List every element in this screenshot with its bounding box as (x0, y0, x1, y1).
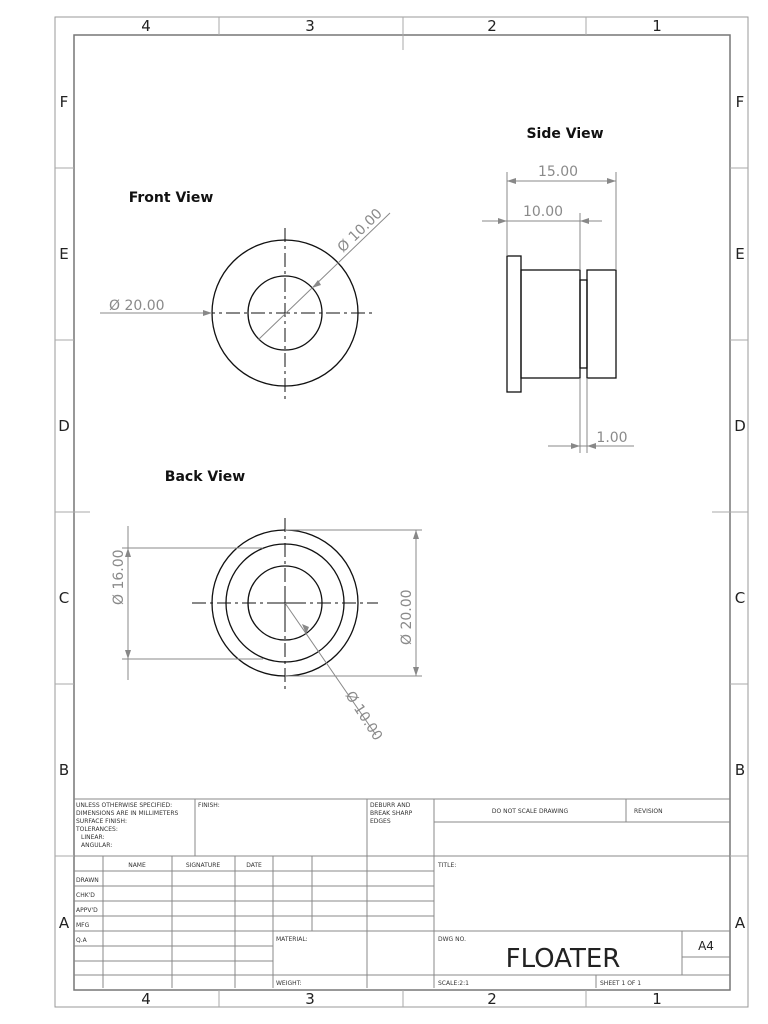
front-outer-dim: Ø 20.00 (109, 298, 165, 314)
front-inner-dim: Ø 10.00 (334, 205, 386, 256)
zone-bottom-1: 1 (652, 990, 662, 1008)
inner-border (74, 35, 730, 990)
material-label: MATERIAL: (276, 936, 308, 943)
col-date: DATE (246, 862, 262, 869)
zone-left-e: E (59, 245, 69, 263)
zone-left-c: C (58, 589, 70, 607)
back-outer-dim: Ø 20.00 (399, 589, 415, 645)
back-dim-lines (122, 526, 422, 735)
zone-right-e: E (735, 245, 745, 263)
note-line-5: LINEAR: (81, 834, 105, 841)
back-view-title: Back View (164, 469, 246, 485)
zone-right-a: A (734, 914, 746, 932)
row-drawn: DRAWN (76, 877, 99, 884)
zone-bottom-3: 3 (305, 990, 315, 1008)
zone-top-4: 4 (141, 17, 151, 35)
zone-right-c: C (734, 589, 746, 607)
note-line-3: SURFACE FINISH: (76, 818, 127, 825)
front-view-title: Front View (128, 190, 214, 206)
zone-ticks (55, 17, 748, 1007)
back-mid-dim: Ø 16.00 (111, 549, 127, 605)
row-chkd: CHK'D (76, 892, 95, 899)
outer-border (55, 17, 748, 1007)
col-signature: SIGNATURE (185, 862, 221, 869)
side-body-dim: 10.00 (522, 204, 564, 220)
side-profile (507, 256, 616, 392)
scale-label: SCALE:2:1 (438, 980, 469, 987)
title-label: TITLE: (438, 862, 457, 869)
zone-bottom-4: 4 (141, 990, 151, 1008)
title-block-grid (74, 799, 730, 988)
row-mfg: MFG (76, 922, 90, 929)
deburr-line-3: EDGES (370, 818, 391, 825)
zone-left-b: B (58, 761, 70, 779)
do-not-scale: DO NOT SCALE DRAWING (491, 808, 569, 815)
note-line-2: DIMENSIONS ARE IN MILLIMETERS (76, 810, 179, 817)
zone-top-1: 1 (652, 17, 662, 35)
weight-label: WEIGHT: (276, 980, 302, 987)
note-line-6: ANGULAR: (81, 842, 113, 849)
row-appvd: APPV'D (76, 907, 98, 914)
note-line-1: UNLESS OTHERWISE SPECIFIED: (76, 802, 173, 809)
side-length-dim: 15.00 (537, 164, 579, 180)
finish-label: FINISH: (198, 802, 220, 809)
note-line-4: TOLERANCES: (76, 826, 118, 833)
front-centerlines (201, 228, 375, 400)
col-name: NAME (128, 862, 146, 869)
zone-top-3: 3 (305, 17, 315, 35)
zone-left-a: A (58, 914, 70, 932)
dwg-name: FLOATER (505, 944, 621, 974)
side-view-title: Side View (526, 126, 604, 142)
side-view (482, 126, 634, 453)
side-groove-dim: 1.00 (596, 430, 628, 446)
zone-top-2: 2 (487, 17, 497, 35)
zone-bottom-2: 2 (487, 990, 497, 1008)
zone-left-d: D (58, 417, 70, 435)
back-view (111, 469, 422, 744)
zone-right-f: F (735, 93, 745, 111)
zone-right-d: D (734, 417, 746, 435)
zone-left-f: F (59, 93, 69, 111)
sheet-of-label: SHEET 1 OF 1 (600, 980, 642, 987)
deburr-line-1: DEBURR AND (370, 802, 411, 809)
zone-right-b: B (734, 761, 746, 779)
back-inner-dim: Ø 10.00 (341, 688, 386, 744)
deburr-line-2: BREAK SHARP (370, 810, 413, 817)
front-outer-arrow (203, 310, 212, 316)
front-view (100, 190, 390, 400)
sheet-size: A4 (698, 939, 714, 953)
dwg-no-label: DWG NO. (438, 936, 466, 943)
revision-label: REVISION (634, 808, 663, 815)
row-qa: Q.A (76, 937, 87, 944)
